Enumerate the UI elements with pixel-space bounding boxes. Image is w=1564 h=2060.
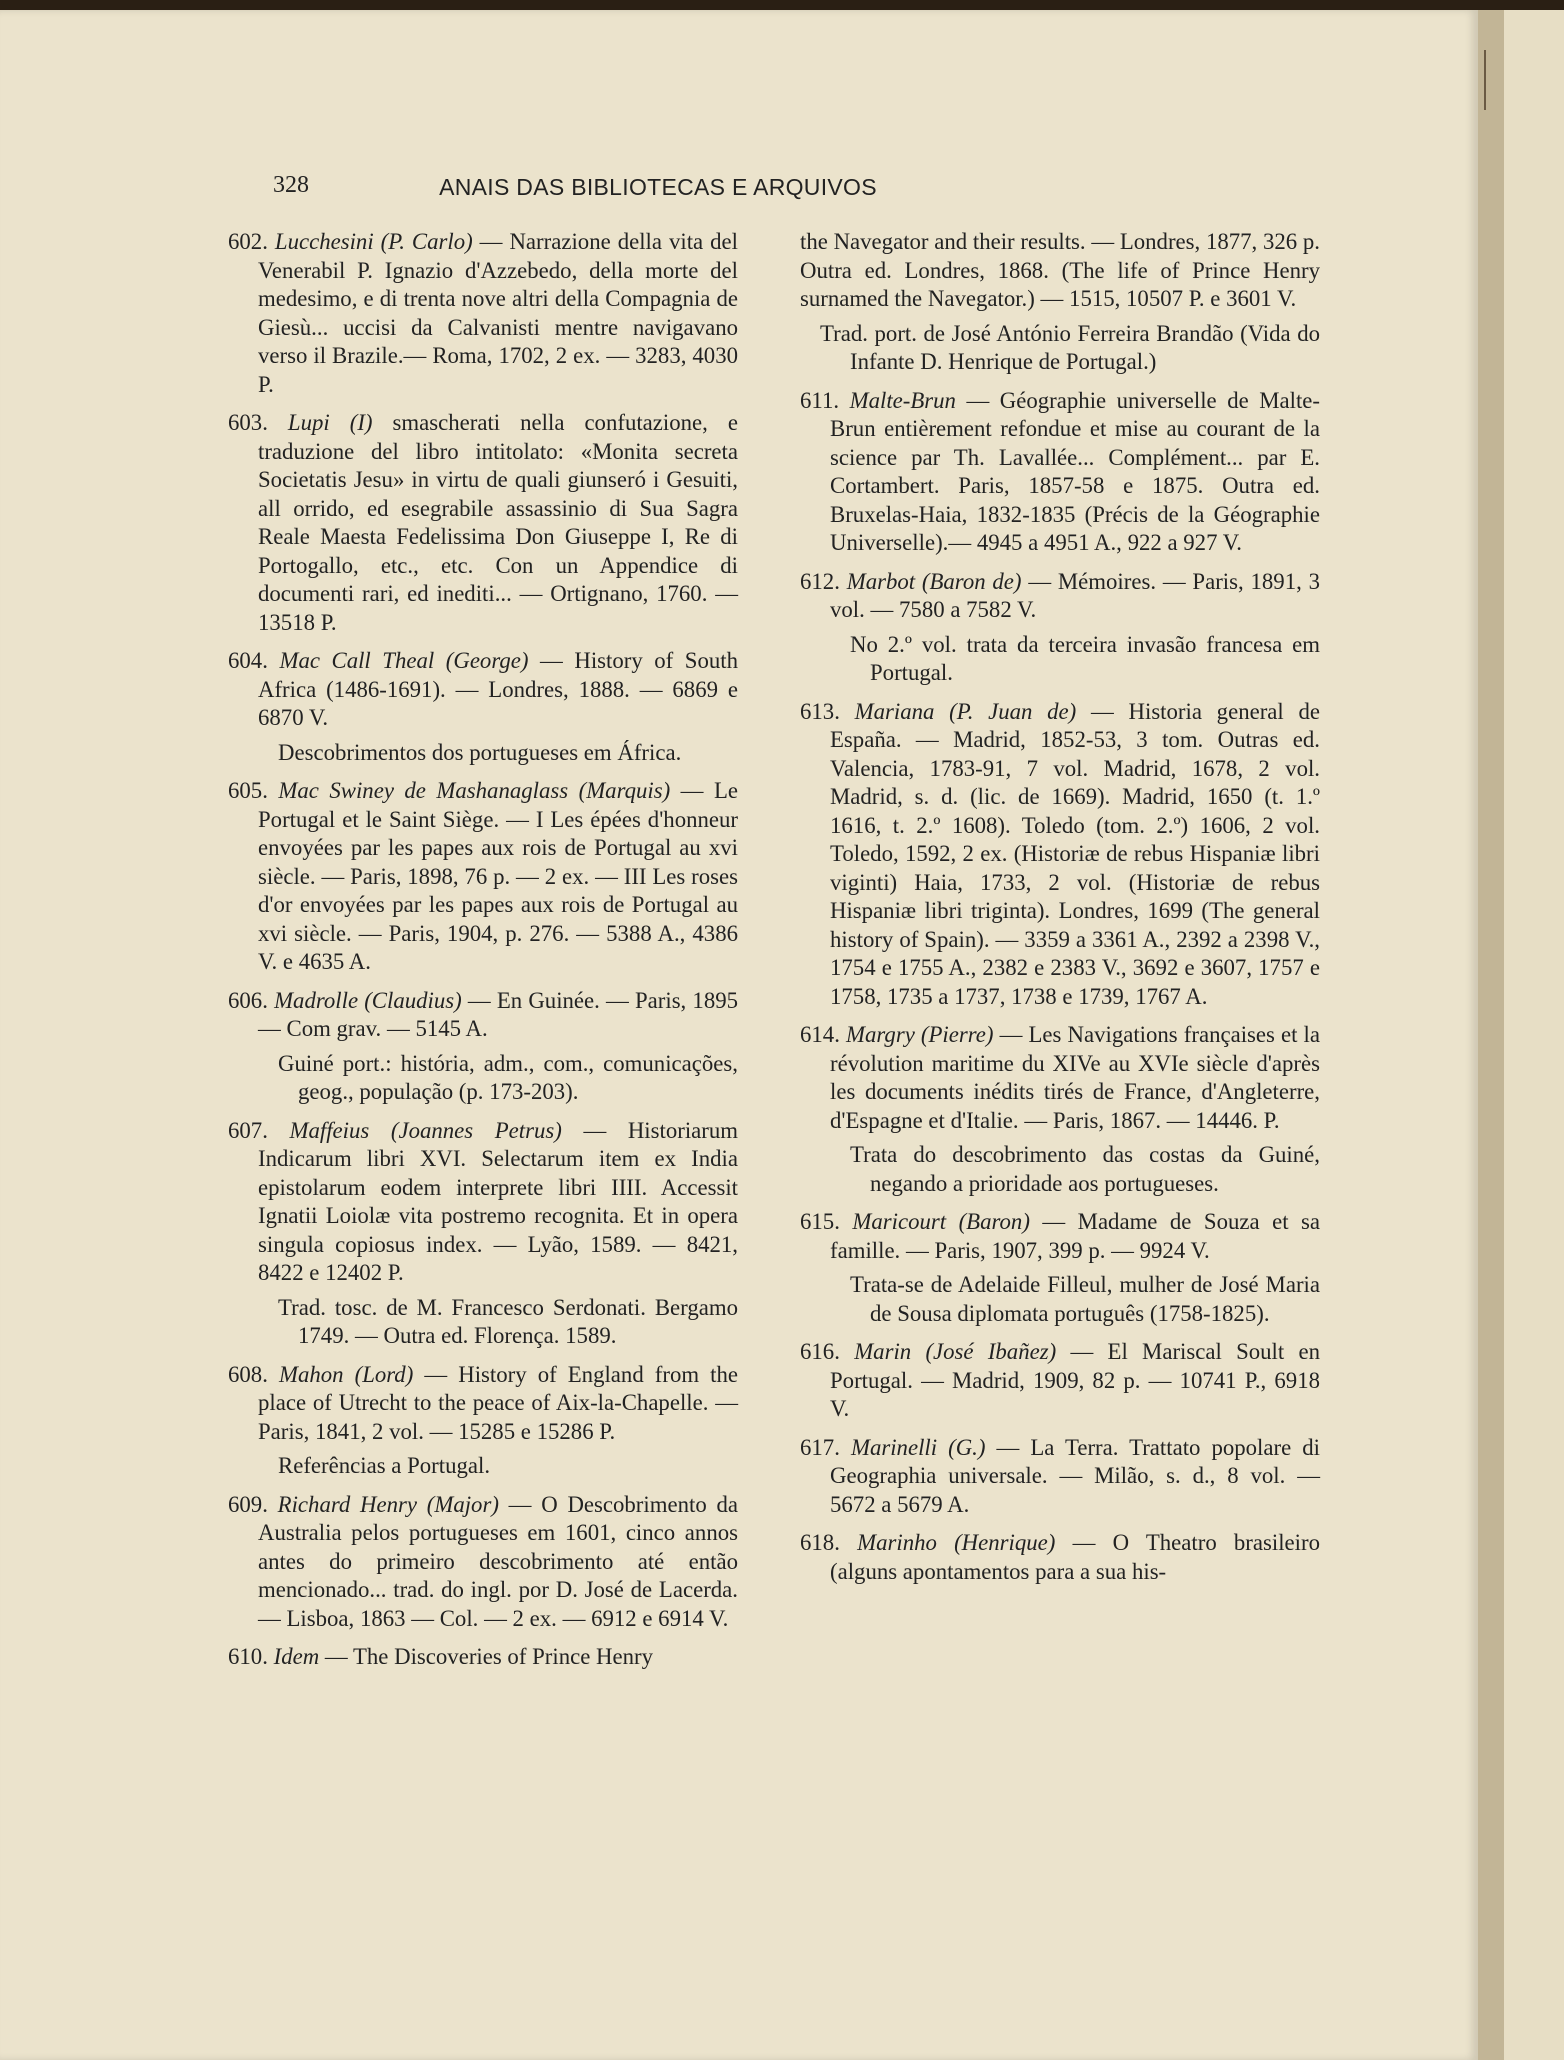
entry-author: Marinho (Henrique): [857, 1530, 1056, 1555]
book-spine: [1478, 10, 1504, 2060]
bibliography-entry: [228, 647, 738, 733]
entry-text: — O Theatro brasileiro (alguns apontamentos para a sua his-: [830, 1530, 1320, 1584]
bibliography-entry: [800, 568, 1320, 625]
entry-text: — La Terra. Trattato popolare di Geographia universale. — Milão, s. d., 8 vol. — 5672 a 5679 A.: [830, 1434, 1320, 1517]
bibliography-entry: [228, 228, 738, 399]
entry-610-continuation: the Navegator and their results. — Londres, 1877, 326 p. Outra ed. Londres, 1868. (The life of Prince Henry surnamed the Navegator.) — 1515, 10507 P. e 3601 V.: [800, 229, 1320, 311]
entry-author: Lupi (I): [287, 410, 373, 435]
entry-text: — Les Navigations françaises et la révolution maritime du XIVe au XVIe siècle d'après les documents inédits tirés de France, d'Angleterre, d'Espagne et d'Italie. — Paris, 1867. — 14446. P.: [830, 1022, 1321, 1133]
entry-number: 609.: [228, 1491, 268, 1517]
entry-note: Referências a Portugal.: [278, 1453, 491, 1478]
entry-number: 617.: [800, 1434, 840, 1460]
entry-text: — The Discoveries of Prince Henry: [319, 1644, 654, 1669]
entry-number: 607.: [228, 1117, 268, 1143]
entry-number: 606.: [228, 987, 268, 1013]
entry-text: — Le Portugal et le Saint Siège. — I Les épées d'honneur envoyées par les papes aux rois de Portugal au xvi siècle. — Paris, 1898, 76 p. — 2 ex. — III Les roses d'or envoyées par les papes aux rois de Portugal au xvi siècle. — Paris, 1904, p. 276. — 5388 A., 4386 V. e 4635 A.: [258, 778, 738, 974]
right-column: [800, 228, 1320, 1596]
bibliography-entry: [800, 1338, 1320, 1424]
page-header: [273, 172, 1043, 212]
bibliography-entry: [800, 698, 1320, 1012]
entry-number: 618.: [800, 1530, 840, 1555]
entry-author: Lucchesini (P. Carlo): [274, 229, 473, 254]
bibliography-entry: [228, 777, 738, 977]
entry-author: Mac Call Theal (George): [279, 648, 529, 673]
entry-610-note: Trad. port. de José António Ferreira Brandão (Vida do Infante D. Henrique de Portugal.): [820, 320, 1320, 374]
entry-number: 615.: [800, 1209, 840, 1234]
bibliography-entry: [800, 387, 1320, 558]
entry-text: — Historiarum Indicarum libri XVI. Selectarum item ex India epistolarum eodem interprete libri IIII. Accessit Ignatii Loiolæ vita postremo recognita. Et in opera singula copiosus index. — Lyão, 1589. — 8421, 8422 e 12402 P.: [258, 1117, 738, 1285]
bibliography-entry: [800, 1434, 1320, 1520]
entry-note: No 2.º vol. trata da terceira invasão francesa em Portugal.: [850, 631, 1320, 685]
bibliography-entry: [228, 1491, 738, 1634]
entry-number: 605.: [228, 778, 268, 803]
entry-note: Guiné port.: história, adm., com., comunicações, geog., população (p. 173-203).: [278, 1050, 738, 1104]
entry-number: 612.: [800, 568, 840, 594]
entry-text: — Historia general de España. — Madrid, 1852-53, 3 tom. Outras ed. Valencia, 1783-91, 7 vol. Madrid, 1678, 2 vol. Madrid, s. d. (lic. de 1669). Madrid, 1650 (t. 1.º 1616, t. 2.º 1608). Toledo (tom. 2.º) 1606, 2 vol. Toledo, 1592, 2 ex. (Historiæ de rebus Hispaniæ libri viginti) Haia, 1733, 2 vol. (Historiæ de rebus Hispaniæ libri triginta). Londres, 1699 (The general history of Spain). — 3359 a 3361 A., 2392 a 2398 V., 1754 e 1755 A., 2382 e 2383 V., 3692 e 3607, 1757 e 1758, 1735 a 1737, 1738 e 1739, 1767 A.: [830, 698, 1320, 1009]
entry-number: 602.: [228, 229, 268, 254]
entry-author: Maricourt (Baron): [852, 1209, 1030, 1234]
entry-author: Marinelli (G.): [850, 1434, 986, 1460]
entry-text: — Mémoires. — Paris, 1891, 3 vol. — 7580 a 7582 V.: [830, 568, 1320, 622]
entry-note: Descobrimentos dos portugueses em África.: [278, 739, 682, 765]
bibliography-entry: [228, 409, 738, 637]
entry-text: — En Guinée. — Paris, 1895 — Com grav. — 5145 A.: [258, 987, 739, 1041]
entry-author: Madrolle (Claudius): [274, 987, 462, 1013]
left-column: [228, 228, 738, 1682]
entry-text: — Madame de Souza et sa famille. — Paris, 1907, 399 p. — 9924 V.: [830, 1209, 1321, 1263]
entry-author: Marin (José Ibañez): [854, 1339, 1057, 1364]
entry-text: — History of South Africa (1486-1691). — Londres, 1888. — 6869 e 6870 V.: [258, 648, 739, 730]
entry-number: 616.: [800, 1339, 840, 1364]
entry-number: 604.: [228, 648, 268, 673]
entry-author: Mariana (P. Juan de): [854, 698, 1077, 724]
bibliography-entry: [800, 1529, 1320, 1586]
bibliography-entry: [228, 1643, 738, 1672]
entry-number: 610.: [228, 1644, 268, 1669]
bibliography-entry: [800, 1208, 1320, 1265]
bibliography-entry: [228, 987, 738, 1044]
entry-number: 611.: [800, 387, 840, 413]
entry-note: Trata do descobrimento das costas da Guiné, negando a prioridade aos portugueses.: [850, 1142, 1320, 1196]
entry-note: Trad. tosc. de M. Francesco Serdonati. Bergamo 1749. — Outra ed. Florença. 1589.: [278, 1294, 738, 1348]
entry-note: Trata-se de Adelaide Filleul, mulher de José Maria de Sousa diplomata português (1758-1825).: [850, 1272, 1320, 1326]
entry-author: Marbot (Baron de): [846, 568, 1022, 594]
entry-text: — Géographie universelle de Malte-Brun entièrement refondue et mise au courant de la science par Th. Lavallée... Complément... par E. Cortambert. Paris, 1857-58 e 1875. Outra ed. Bruxelas-Haia, 1832-1835 (Précis de la Géographie Universelle).— 4945 a 4951 A., 922 a 927 V.: [830, 387, 1320, 555]
entry-author: Malte-Brun: [849, 387, 956, 413]
entry-author: Margry (Pierre): [846, 1022, 994, 1047]
entry-text: — O Descobrimento da Australia pelos portugueses em 1601, cinco annos antes do primeiro descobrimento até então mencionado... trad. do ingl. por D. José de Lacerda. — Lisboa, 1863 — Col. — 2 ex. — 6912 e 6914 V.: [258, 1491, 738, 1631]
bibliography-entry: [800, 1021, 1320, 1135]
bibliography-entry: [228, 1117, 738, 1288]
running-head: ANAIS DAS BIBLIOTECAS E ARQUIVOS: [439, 174, 877, 200]
entry-author: Mac Swiney de Mashanaglass (Marquis): [278, 778, 671, 803]
bibliography-entry: [228, 1361, 738, 1447]
entry-text: — Narrazione della vita del Venerabil P. Ignazio d'Azzebedo, della morte del medesimo, e di trenta nove altri della Compagnia de Giesù... uccisi da Calvanisti mentre navigavano verso il Brazile.— Roma, 1702, 2 ex. — 3283, 4030 P.: [258, 229, 738, 397]
entry-number: 613.: [800, 698, 840, 724]
entry-author: Mahon (Lord): [278, 1361, 414, 1387]
entry-number: 603.: [228, 410, 268, 435]
entry-text: — History of England from the place of Utrecht to the peace of Aix-la-Chapelle. — Paris, 1841, 2 vol. — 15285 e 15286 P.: [258, 1361, 739, 1444]
entry-number: 614.: [800, 1022, 840, 1047]
next-page-edge: [1504, 10, 1564, 2060]
page-number: 328: [273, 172, 309, 198]
entry-text: smascherati nella confutazione, e traduzione del libro intitolato: «Monita secreta Societatis Jesu» in virtu de quali giunseró i Gesuiti, all orrido, ed esegrabile assassinio di Sua Sagra Reale Maesta Fedelissima Don Giuseppe I, Re di Portogallo, etc., etc. Con un Appendice di documenti rari, ed inediti... — Ortignano, 1760. — 13518 P.: [258, 410, 738, 635]
entry-text: — El Mariscal Soult en Portugal. — Madrid, 1909, 82 p. — 10741 P., 6918 V.: [830, 1339, 1321, 1421]
entry-author: Richard Henry (Major): [277, 1491, 499, 1517]
entry-number: 608.: [228, 1361, 268, 1387]
entry-author: Maffeius (Joannes Petrus): [289, 1117, 562, 1143]
entry-author: Idem: [273, 1644, 320, 1669]
